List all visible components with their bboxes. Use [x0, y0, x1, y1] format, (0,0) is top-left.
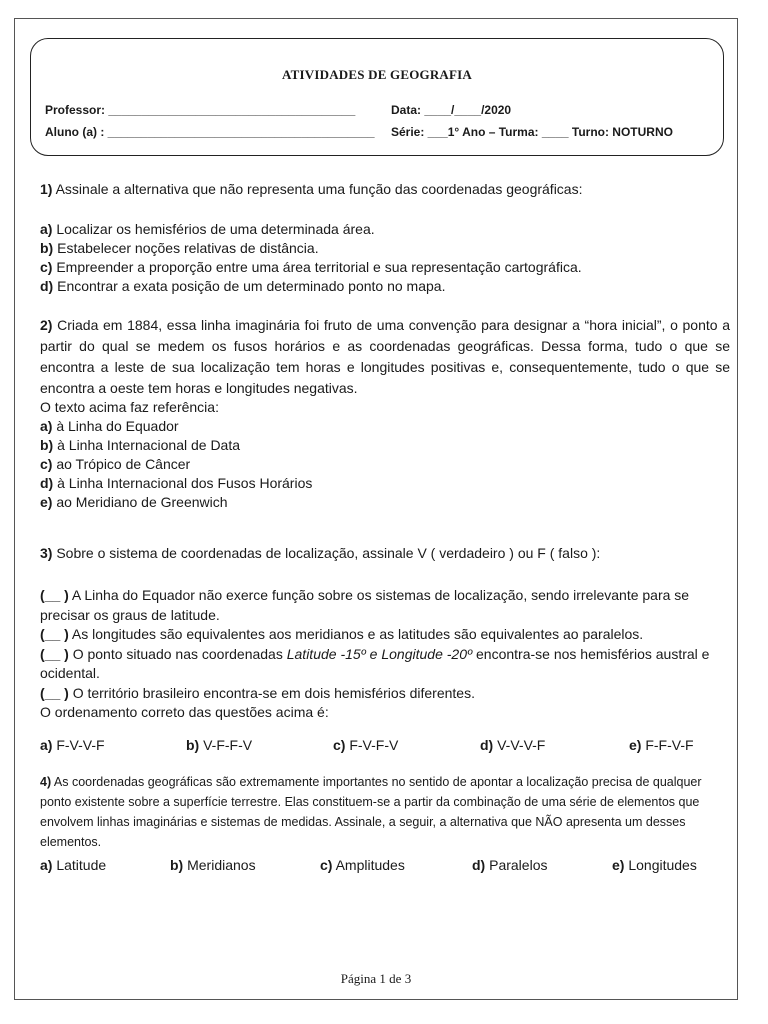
statement-3: (__ ) O ponto situado nas coordenadas Latitude -15º e Longitude -20º encontra-se nos hemisférios austral e ocidental. — [40, 645, 710, 681]
question-number: 1) — [40, 181, 53, 197]
option-c: c) F-V-F-V — [333, 737, 399, 753]
series-field: Série: ___1° Ano – Turma: ____ Turno: NOTURNO — [391, 125, 673, 139]
option-a: a) à Linha do Equador — [40, 418, 179, 434]
option-a: a) F-V-V-F — [40, 737, 105, 753]
question-number: 2) — [40, 317, 53, 333]
statement-1: (__ ) A Linha do Equador não exerce função sobre os sistemas de localização, sendo irrelevante para se precisar os graus de latitude. — [40, 587, 690, 623]
question-1-options — [40, 220, 730, 296]
statement-4: (__ ) O território brasileiro encontra-se em dois hemisférios diferentes. — [40, 684, 475, 701]
header-row-aluno — [45, 125, 673, 139]
option-b: b) Estabelecer noções relativas de distância. — [40, 240, 319, 256]
option-e: e) F-F-V-F — [629, 737, 694, 753]
option-d: d) Encontrar a exata posição de um determinado ponto no mapa. — [40, 278, 446, 294]
question-prompt: O texto acima faz referência: — [40, 399, 219, 415]
option-d: d) Paralelos — [472, 857, 548, 873]
option-b: b) à Linha Internacional de Data — [40, 437, 241, 453]
option-e: e) Longitudes — [612, 857, 697, 873]
statement-2: (__ ) As longitudes são equivalentes aos meridianos e as latitudes são equivalentes ao paralelos. — [40, 626, 644, 642]
question-2-options — [40, 398, 730, 512]
question-4 — [40, 772, 730, 852]
student-field: Aluno (a) : ________________________________________ — [45, 125, 375, 139]
option-a: a) Latitude — [40, 857, 107, 873]
question-text: Sobre o sistema de coordenadas de localização, assinale V ( verdadeiro ) ou F ( falso ): — [56, 545, 601, 561]
option-b: b) Meridianos — [170, 857, 256, 873]
question-3-options — [40, 737, 720, 757]
answer-blank: (__ ) — [40, 626, 69, 642]
option-e: e) ao Meridiano de Greenwich — [40, 494, 228, 510]
answer-blank: (__ ) — [40, 684, 69, 701]
option-d: d) V-V-V-F — [480, 737, 546, 753]
question-number: 3) — [40, 545, 53, 561]
date-field: Data: ____/____/2020 — [391, 103, 512, 117]
option-c: c) Amplitudes — [320, 857, 405, 873]
question-text: Criada em 1884, essa linha imaginária foi fruto de uma convenção para designar a “hora inicial”, o ponto a partir do qual se medem os fusos horários e as coordenadas geográficas. Dessa forma, tudo o que se encontra a leste de sua localização tem horas e longitudes positivas e, consequentemente, tudo o que se encontra a oeste tem horas e longitudes negativas. — [40, 317, 730, 396]
question-1 — [40, 180, 730, 199]
answer-blank: (__ ) — [40, 645, 69, 662]
question-3-statements — [40, 586, 730, 723]
option-a: a) Localizar os hemisférios de uma determinada área. — [40, 221, 375, 237]
question-4-options — [40, 857, 720, 877]
header-box — [30, 38, 724, 156]
question-2 — [40, 315, 730, 399]
option-d: d) à Linha Internacional dos Fusos Horários — [40, 475, 313, 491]
question-text: As coordenadas geográficas são extremamente importantes no sentido de apontar a localização precisa de qualquer ponto existente sobre a superfície terrestre. Elas constituem-se a partir da combinação de uma série de elementos que envolvem linhas imaginárias e sistemas de medidas. Assinale, a seguir, a alternativa que NÃO apresenta um desses elementos. — [40, 775, 702, 849]
page-number: Página 1 de 3 — [340, 971, 412, 986]
option-c: c) ao Trópico de Câncer — [40, 456, 191, 472]
option-c: c) Empreender a proporção entre uma área territorial e sua representação cartográfica. — [40, 259, 582, 275]
professor-field: Professor: _____________________________________ — [45, 103, 356, 117]
option-b: b) V-F-F-V — [186, 737, 253, 753]
answer-blank: (__ ) — [40, 587, 69, 603]
header-row-professor — [45, 103, 511, 117]
question-3 — [40, 544, 730, 563]
question-number: 4) — [40, 775, 52, 789]
question-text: Assinale a alternativa que não representa uma função das coordenadas geográficas: — [55, 181, 583, 197]
question-prompt: O ordenamento correto das questões acima é: — [40, 704, 329, 720]
page-title: ATIVIDADES DE GEOGRAFIA — [282, 67, 472, 82]
